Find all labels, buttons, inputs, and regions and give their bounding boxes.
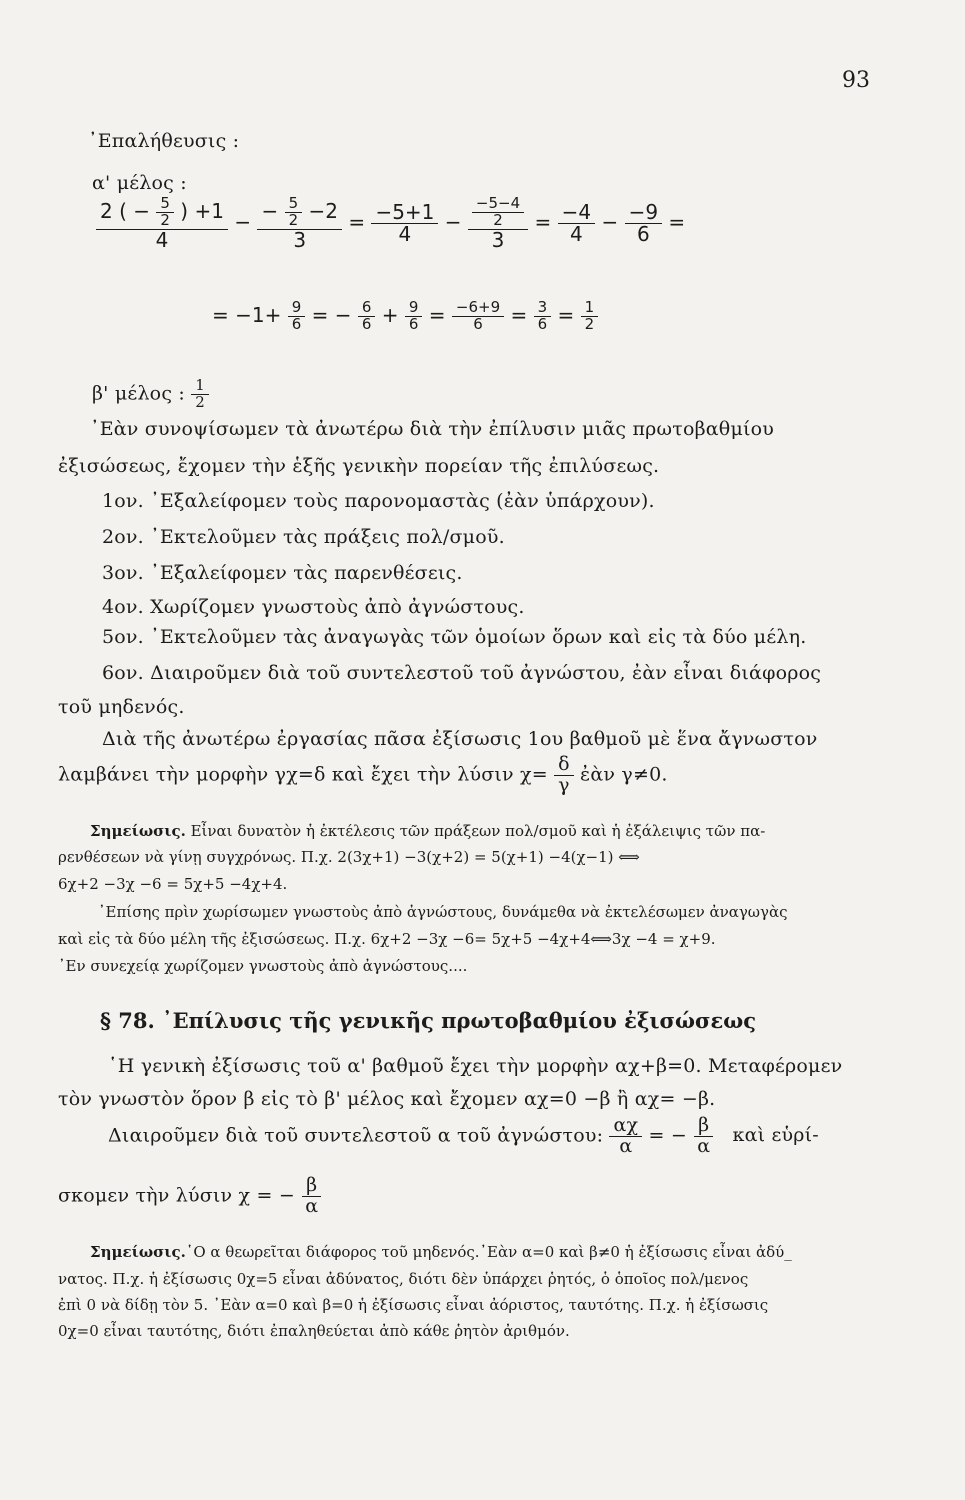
- note1-line-6: ᾿Εν συνεχείᾳ χωρίζομεν γνωστοὺς ἀπὸ ἀγνώστους....: [58, 957, 468, 975]
- fraction-1: [96, 196, 228, 251]
- section-p3: [108, 1116, 819, 1157]
- section-p4-frac: [301, 1176, 322, 1217]
- form-line-fraction: [554, 755, 574, 796]
- note1-line-3: 6χ+2 −3χ −6 = 5χ+5 −4χ+4.: [58, 875, 288, 893]
- f2-den: 3: [293, 227, 307, 252]
- note2-text-1: ῾Ο α θεωρεῖται διάφορος τοῦ μηδενός.᾿Εὰν α=0 καὶ β≠0 ἡ ἐξίσωσις εἶναι ἀδύ_: [185, 1243, 792, 1261]
- note1-line-2: ρενθέσεων νὰ γίνῃ συγχρόνως. Π.χ. 2(3χ+1) −3(χ+2) = 5(χ+1) −4(χ−1) ⟺: [58, 848, 640, 866]
- op-minus-2: −: [444, 209, 462, 234]
- f3-den: 4: [398, 221, 412, 246]
- f1-inner-fraction: [156, 196, 174, 229]
- f6-den: 6: [636, 221, 650, 246]
- f3-num: −5+1: [371, 202, 438, 224]
- form-line-tail: ἐὰν γ≠0.: [580, 763, 668, 786]
- f1-minus: −: [133, 198, 151, 223]
- r2-frac-b: [358, 300, 376, 333]
- eq-3: =: [668, 209, 686, 234]
- r2-b-num: 6: [358, 300, 376, 317]
- f4-inner-fraction: [472, 196, 524, 229]
- step-2: 2ον. ᾿Εκτελοῦμεν τὰς πράξεις πολ/σμοῦ.: [102, 526, 505, 548]
- step-5: 5ον. ᾿Εκτελοῦμεν τὰς ἀναγωγὰς τῶν ὁμοίων ὅρων καὶ εἰς τὰ δύο μέλη.: [102, 626, 807, 648]
- f1-plus-one: +1: [194, 198, 224, 223]
- note1-line-1: [90, 822, 765, 840]
- section-p3-rnum: β: [694, 1116, 713, 1137]
- fraction-3: [371, 199, 438, 246]
- rhs-fraction: [191, 378, 209, 411]
- r2-d-num: −6+9: [452, 300, 504, 317]
- f2-inner-fraction: [285, 196, 303, 229]
- section-p2: τὸν γνωστὸν ὅρον β εἰς τὸ β' μέλος καὶ ἔχομεν αχ=0 −β ἢ αχ= −β.: [58, 1088, 716, 1110]
- section-p3-frac-2: [693, 1116, 714, 1157]
- note2-label: Σημείωσις.: [90, 1243, 186, 1261]
- f6-num: −9: [625, 202, 662, 224]
- verification-row-1: [96, 196, 685, 251]
- section-p3-den: α: [619, 1134, 633, 1157]
- note2-line-4: 0χ=0 εἶναι ταυτότης, διότι ἐπαληθεύεται ἀπὸ κάθε ῥητὸν ἀριθμόν.: [58, 1322, 570, 1340]
- note1-text-1: Εἶναι δυνατὸν ἡ ἐκτέλεσις τῶν πράξεων πολ/σμοῦ καὶ ἡ ἐξάλειψις τῶν πα-: [185, 822, 766, 840]
- f5-num: −4: [558, 202, 595, 224]
- fraction-4: [468, 196, 528, 251]
- r2-lead: = −1+: [212, 302, 282, 327]
- section-title: § 78. ᾿Επίλυσις τῆς γενικῆς πρωτοβαθμίου ἐξισώσεως: [100, 1008, 757, 1033]
- r2-frac-d: [452, 300, 504, 333]
- step-6: 6ον. Διαιροῦμεν διὰ τοῦ συντελεστοῦ τοῦ ἀγνώστου, ἐὰν εἶναι διάφορος: [102, 662, 822, 684]
- r2-plus: +: [381, 302, 399, 327]
- form-line-text: λαμβάνει τὴν μορφὴν γχ=δ καὶ ἔχει τὴν λύσιν χ=: [58, 763, 548, 786]
- step-3: 3ον. ᾿Εξαλείφομεν τὰς παρενθέσεις.: [102, 562, 463, 584]
- section-p4-den: α: [305, 1194, 319, 1217]
- eq-2: =: [534, 209, 552, 234]
- op-minus-1: −: [234, 209, 252, 234]
- section-p1: ῾Η γενικὴ ἐξίσωσις τοῦ α' βαθμοῦ ἔχει τὴν μορφὴν αχ+β=0. Μεταφέρομεν: [108, 1055, 843, 1077]
- r2-eq-a: = −: [311, 302, 352, 327]
- section-p3-text: Διαιροῦμεν διὰ τοῦ συντελεστοῦ α τοῦ ἀγνώστου:: [108, 1124, 604, 1147]
- step-1: 1ον. ᾿Εξαλείφομεν τοὺς παρονομαστὰς (ἐὰν ὑπάρχουν).: [102, 490, 655, 512]
- note1-line-5: καὶ εἰς τὰ δύο μέλη τῆς ἐξισώσεως. Π.χ. 6χ+2 −3χ −6= 5χ+5 −4χ+4⟺3χ −4 = χ+9.: [58, 930, 716, 948]
- section-p3-frac-1: [609, 1116, 642, 1157]
- f4-inner-den: 2: [493, 210, 503, 229]
- section-p4: [58, 1176, 322, 1217]
- f2-minus-two: −2: [308, 198, 338, 223]
- op-minus-3: −: [601, 209, 619, 234]
- form-line: [58, 755, 668, 796]
- fraction-2: [257, 196, 342, 251]
- r2-e-num: 3: [534, 300, 552, 317]
- r2-c-num: 9: [405, 300, 423, 317]
- f4-den: 3: [491, 227, 505, 252]
- rhs-label: β' μέλος :: [92, 382, 186, 405]
- form-line-num: δ: [554, 755, 574, 776]
- r2-e-den: 6: [537, 314, 548, 333]
- lhs-label: α' μέλος :: [92, 172, 187, 194]
- section-p3-eq: = −: [648, 1124, 687, 1147]
- rhs-row: [92, 378, 209, 411]
- r2-frac-f: [581, 300, 599, 333]
- page-number: 93: [842, 68, 870, 93]
- verification-heading: ᾿Επαλήθευσις :: [88, 130, 240, 152]
- f2-minus: −: [261, 198, 279, 223]
- step-4: 4ον. Χωρίζομεν γνωστοὺς ἀπὸ ἀγνώστους.: [102, 596, 525, 618]
- section-p3-rden: α: [697, 1134, 711, 1157]
- r2-frac-c: [405, 300, 423, 333]
- f2-inner-num: 5: [285, 196, 303, 213]
- f1-inner-den: 2: [160, 210, 170, 229]
- r2-b-den: 6: [361, 314, 372, 333]
- verification-row-2: [212, 300, 598, 333]
- section-p4-num: β: [302, 1176, 321, 1197]
- note1-line-4: ᾿Επίσης πρὶν χωρίσωμεν γνωστοὺς ἀπὸ ἀγνώστους, δυνάμεθα νὰ ἐκτελέσωμεν ἀναγωγὰς: [98, 903, 788, 921]
- rhs-num: 1: [191, 378, 209, 395]
- body-line-general: Διὰ τῆς ἀνωτέρω ἐργασίας πᾶσα ἐξίσωσις 1ου βαθμοῦ μὲ ἕνα ἄγνωστον: [102, 728, 818, 750]
- r2-c-den: 6: [408, 314, 419, 333]
- section-p4-text: σκομεν τὴν λύσιν χ = −: [58, 1184, 295, 1207]
- fraction-6: [625, 199, 662, 246]
- note2-line-3: ἐπὶ 0 νὰ δίδῃ τὸν 5. ᾿Εὰν α=0 καὶ β=0 ἡ ἐξίσωσις εἶναι ἀόριστος, ταυτότης. Π.χ. ἡ ἐξίσωσις: [58, 1296, 769, 1314]
- rhs-den: 2: [195, 392, 206, 411]
- f5-den: 4: [569, 221, 583, 246]
- step-6-cont: τοῦ μηδενός.: [58, 696, 185, 718]
- r2-eq-c: =: [510, 302, 528, 327]
- section-p3-num: αχ: [609, 1116, 642, 1137]
- section-p3-tail: καὶ εὑρί-: [732, 1124, 819, 1147]
- note1-label: Σημείωσις.: [90, 822, 186, 840]
- r2-eq-d: =: [557, 302, 575, 327]
- f2-inner-den: 2: [288, 210, 299, 229]
- f1-den: 4: [155, 227, 169, 252]
- f1-paren-l: (: [119, 198, 127, 223]
- r2-frac-e: [534, 300, 552, 333]
- f1-inner-num: 5: [156, 196, 174, 213]
- r2-a-den: 6: [291, 314, 302, 333]
- note2-line-2: νατος. Π.χ. ἡ ἐξίσωσις 0χ=5 εἶναι ἀδύνατος, διότι δὲν ὑπάρχει ῥητός, ὁ ὁποῖος πολ/μενος: [58, 1270, 749, 1288]
- r2-frac-a: [288, 300, 306, 333]
- body-line-2: ἐξισώσεως, ἔχομεν τὴν ἑξῆς γενικὴν πορείαν τῆς ἐπιλύσεως.: [58, 455, 660, 477]
- f4-inner-num: −5−4: [472, 196, 524, 213]
- r2-d-den: 6: [473, 314, 483, 333]
- r2-a-num: 9: [288, 300, 306, 317]
- f1-coef: 2: [100, 198, 113, 223]
- r2-f-den: 2: [584, 314, 595, 333]
- body-line-1: ᾿Εὰν συνοψίσωμεν τὰ ἀνωτέρω διὰ τὴν ἐπίλυσιν μιᾶς πρωτοβαθμίου: [90, 418, 775, 440]
- note2-line-1: [90, 1243, 792, 1261]
- f1-paren-r: ): [180, 198, 189, 223]
- r2-f-num: 1: [581, 300, 599, 317]
- fraction-5: [558, 199, 595, 246]
- form-line-den: γ: [558, 773, 570, 796]
- eq-1: =: [348, 209, 366, 234]
- r2-eq-b: =: [428, 302, 446, 327]
